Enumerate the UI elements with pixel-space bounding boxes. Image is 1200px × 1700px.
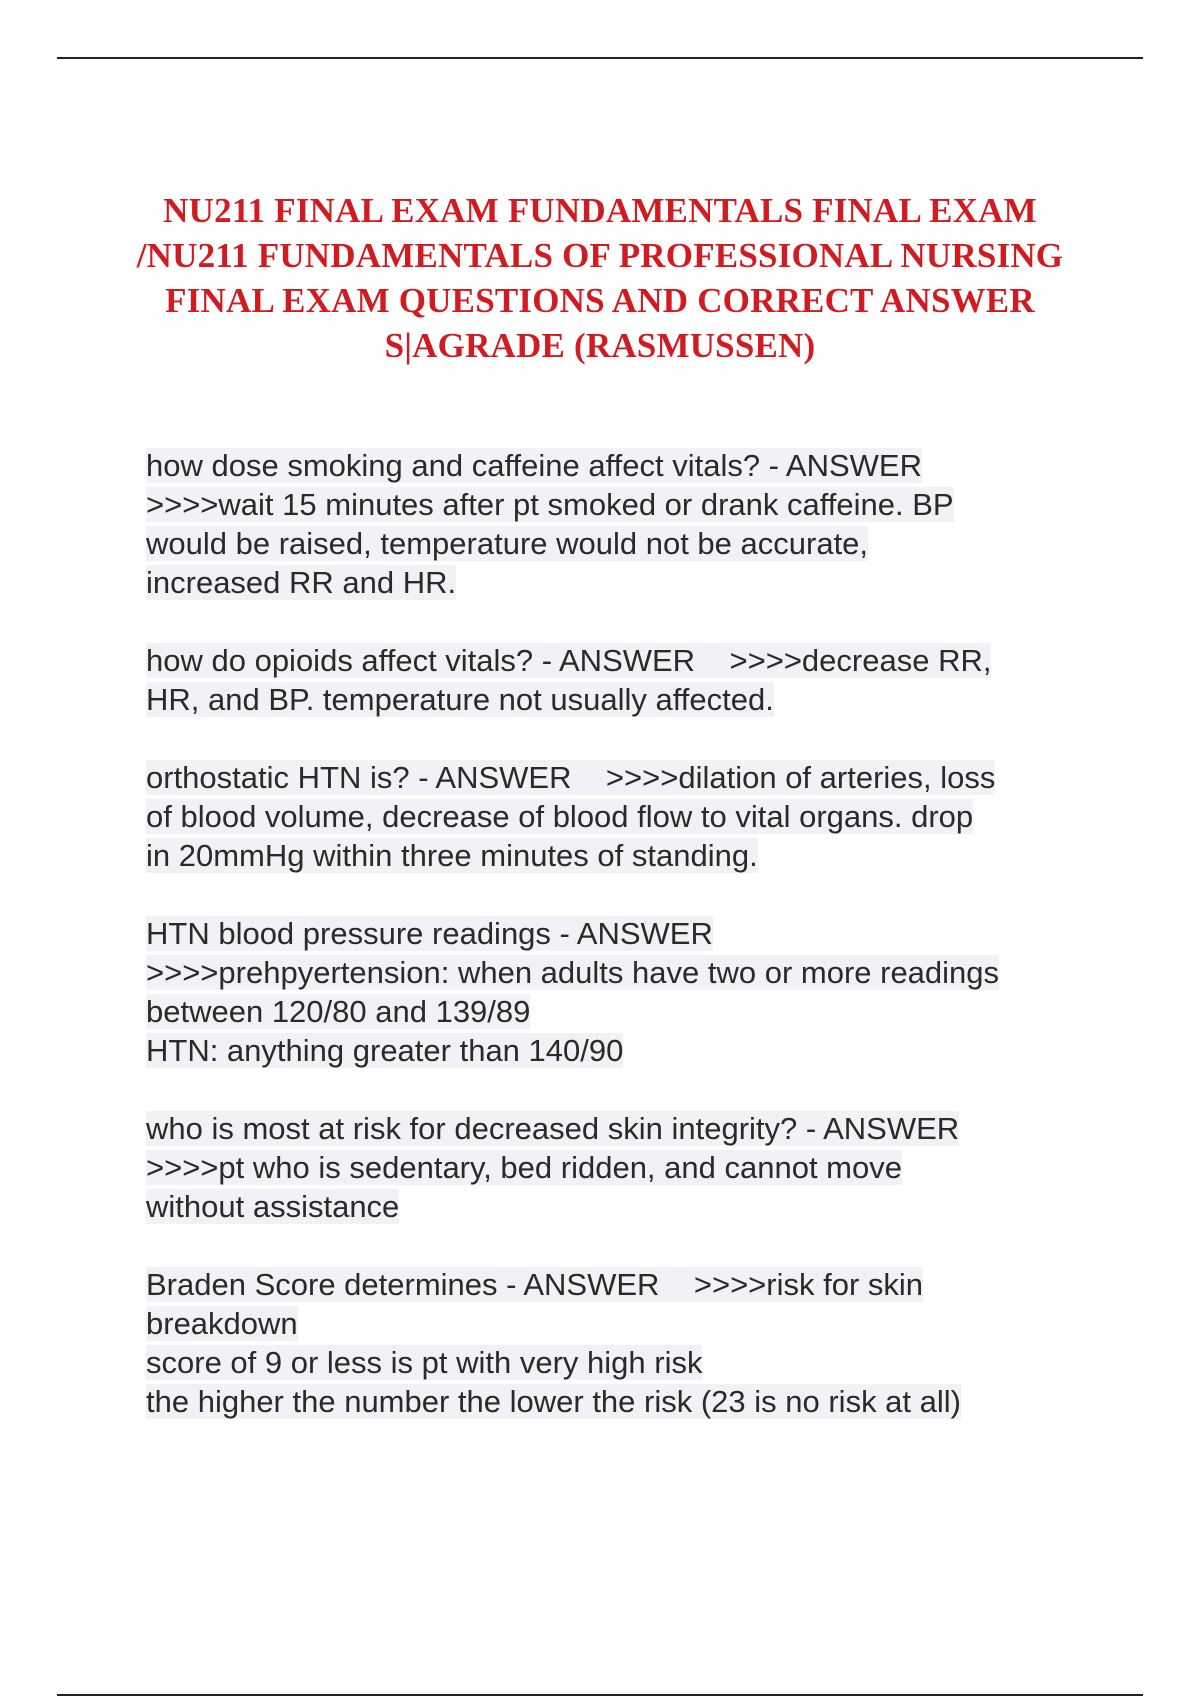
qa-item [146, 446, 1096, 602]
qa-text-line: how dose smoking and caffeine affect vitals? - ANSWER [146, 448, 922, 483]
qa-text-line: between 120/80 and 139/89 [146, 994, 531, 1029]
qa-text-line: >>>>prehpyertension: when adults have two or more readings [146, 955, 1000, 990]
qa-text-line: without assistance [146, 1189, 400, 1224]
qa-list [146, 446, 1096, 1460]
qa-text-line: the higher the number the lower the risk (23 is no risk at all) [146, 1384, 961, 1419]
qa-text-line: HTN: anything greater than 140/90 [146, 1033, 624, 1068]
bottom-rule [57, 1694, 1143, 1696]
qa-text-line: increased RR and HR. [146, 565, 457, 600]
qa-text-line: HTN blood pressure readings - ANSWER [146, 916, 713, 951]
qa-text-line: breakdown [146, 1306, 298, 1341]
qa-text-line: in 20mmHg within three minutes of standing. [146, 838, 758, 873]
title-line: FINAL EXAM QUESTIONS AND CORRECT ANSWER [165, 281, 1035, 320]
document-title [100, 188, 1100, 368]
qa-item [146, 914, 1096, 1070]
title-line: NU211 FINAL EXAM FUNDAMENTALS FINAL EXAM [163, 191, 1037, 230]
qa-text-line: score of 9 or less is pt with very high risk [146, 1345, 703, 1380]
qa-text-line: would be raised, temperature would not be accurate, [146, 526, 869, 561]
qa-item [146, 641, 1096, 719]
top-rule [57, 57, 1143, 59]
qa-item [146, 1109, 1096, 1226]
title-line: S|AGRADE (RASMUSSEN) [384, 326, 816, 365]
qa-text-line: orthostatic HTN is? - ANSWER >>>>dilation of arteries, loss [146, 760, 996, 795]
qa-text-line: HR, and BP. temperature not usually affected. [146, 682, 774, 717]
qa-text-line: Braden Score determines - ANSWER >>>>risk for skin [146, 1267, 924, 1302]
qa-text-line: >>>>wait 15 minutes after pt smoked or drank caffeine. BP [146, 487, 954, 522]
qa-text-line: who is most at risk for decreased skin integrity? - ANSWER [146, 1111, 960, 1146]
qa-item [146, 1265, 1096, 1421]
title-line: /NU211 FUNDAMENTALS OF PROFESSIONAL NURSING [136, 236, 1064, 275]
qa-text-line: of blood volume, decrease of blood flow to vital organs. drop [146, 799, 974, 834]
qa-item [146, 758, 1096, 875]
qa-text-line: how do opioids affect vitals? - ANSWER >>>>decrease RR, [146, 643, 992, 678]
qa-text-line: >>>>pt who is sedentary, bed ridden, and cannot move [146, 1150, 902, 1185]
